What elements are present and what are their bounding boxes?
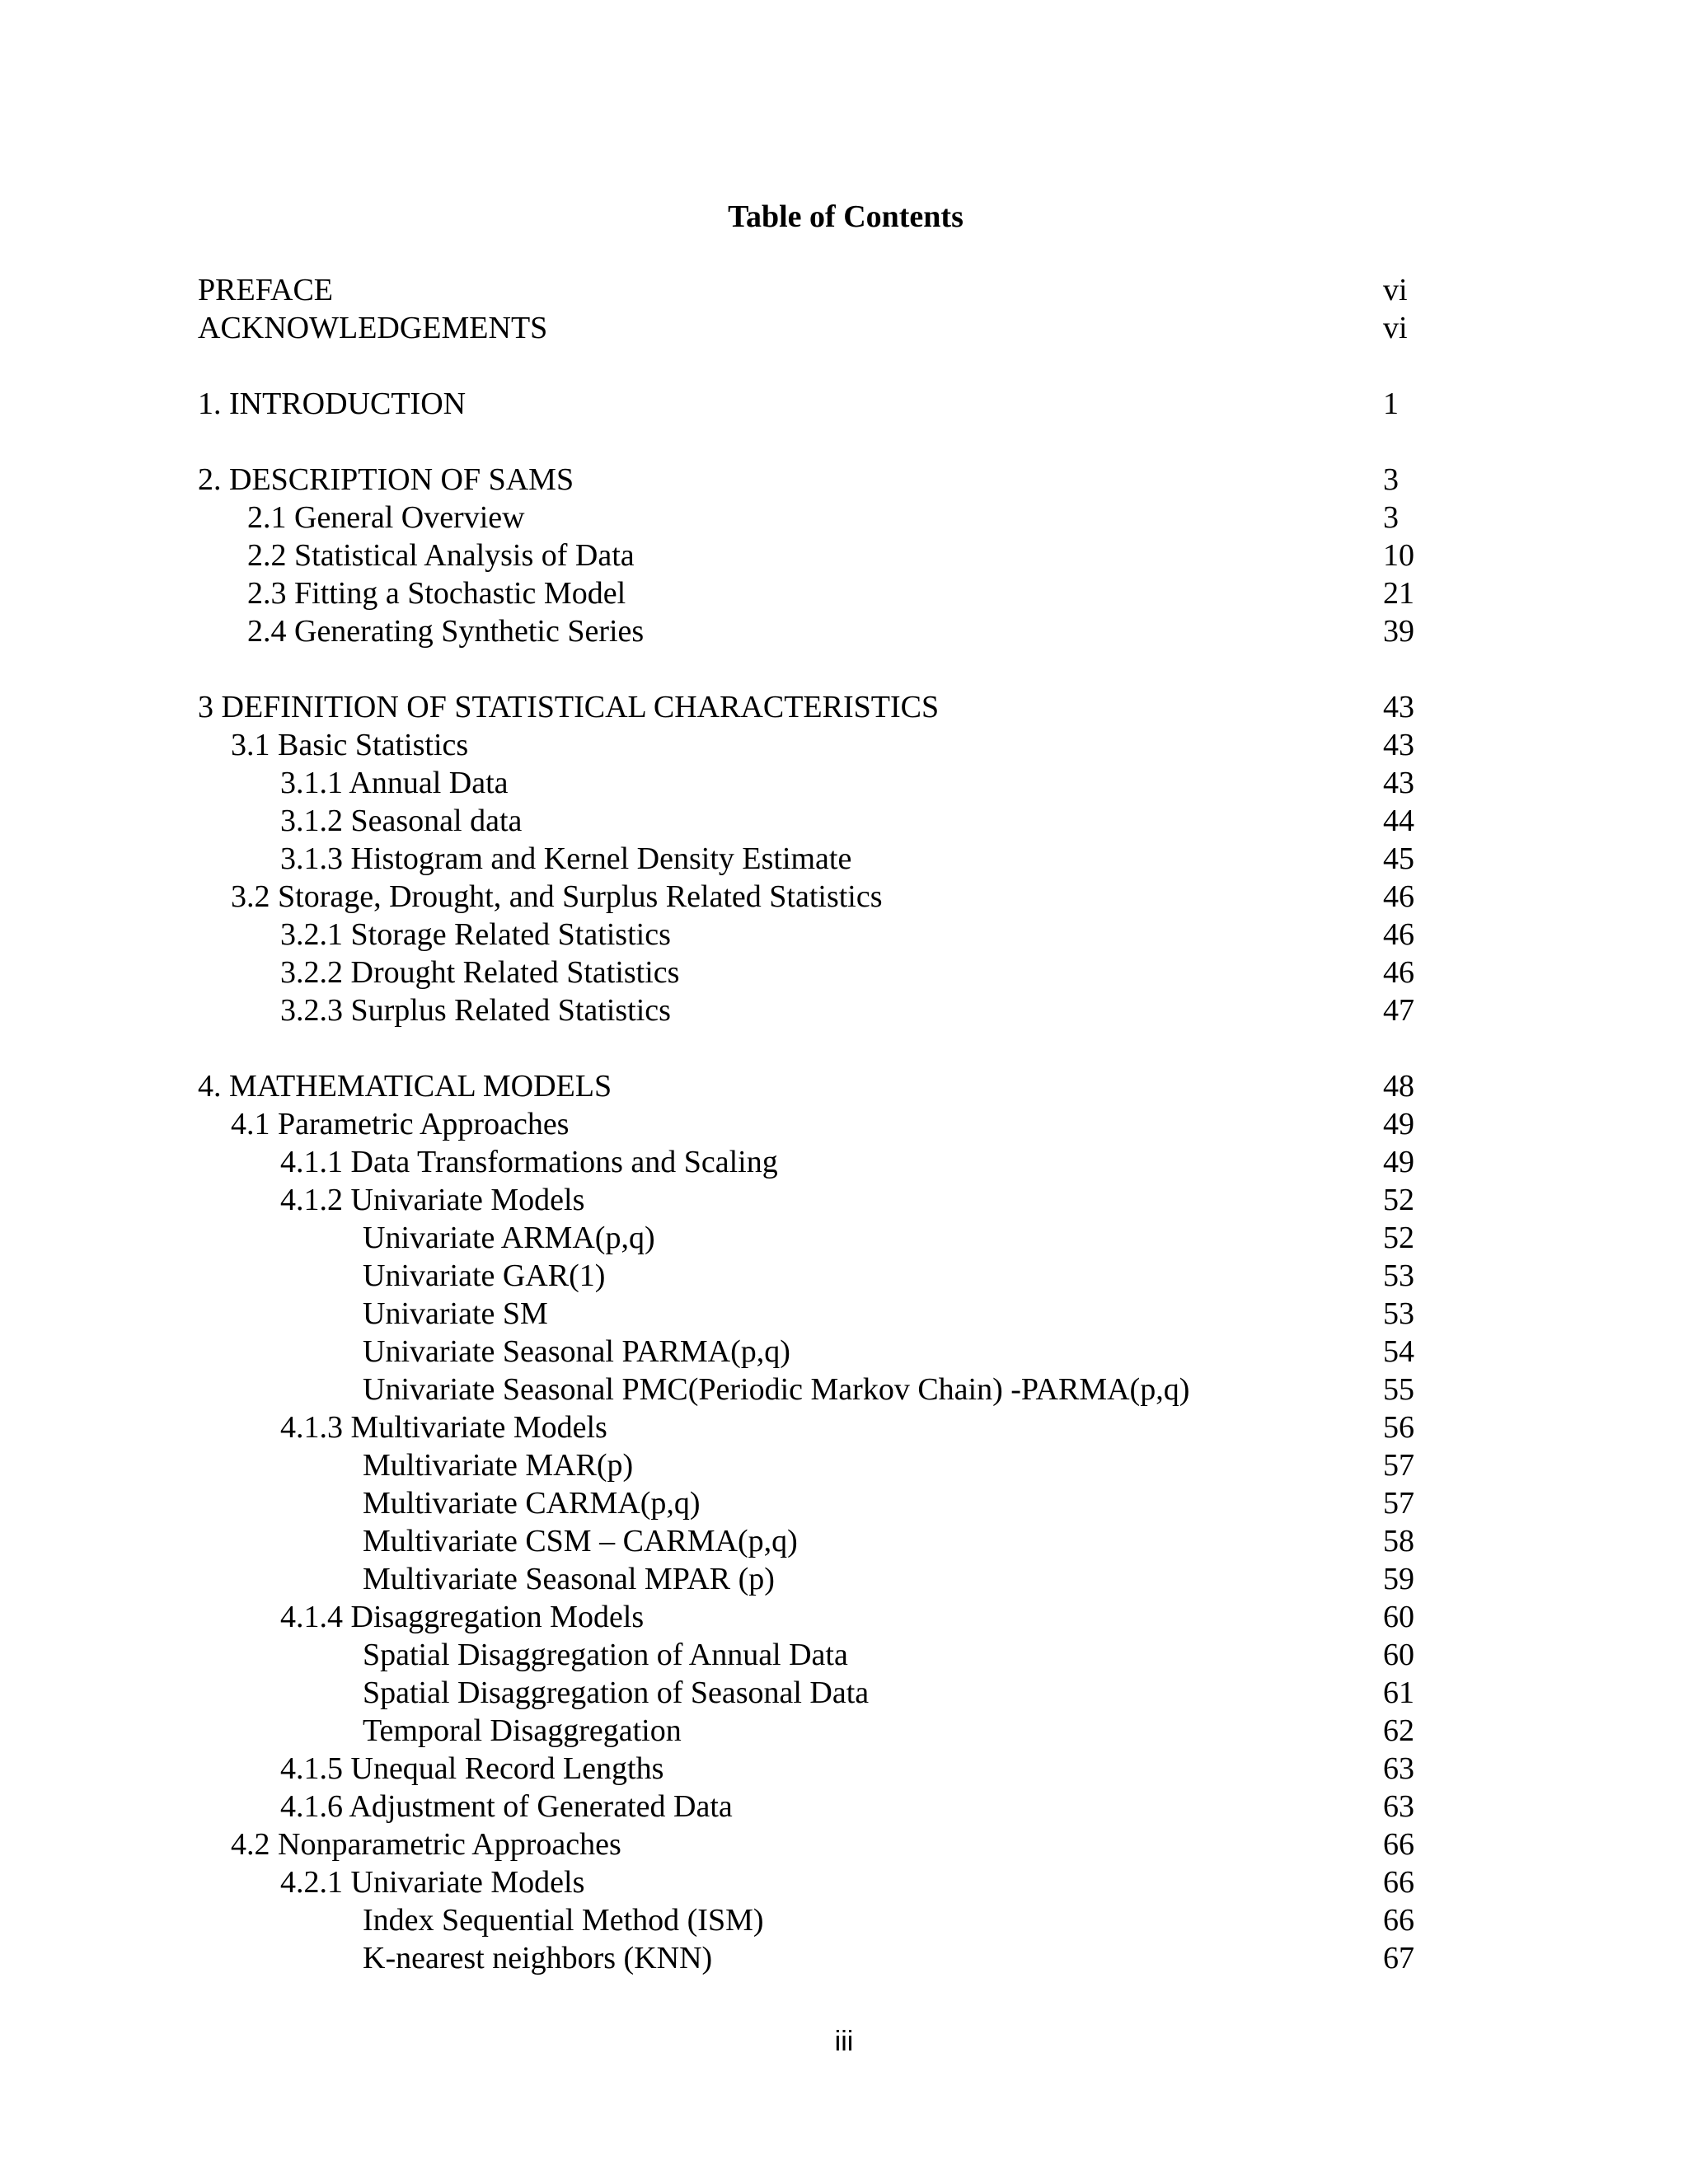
toc-entry-title: 1. INTRODUCTION bbox=[198, 387, 467, 421]
toc-entry-page-number: 45 bbox=[1383, 841, 1414, 876]
toc-entry-page-number: 58 bbox=[1383, 1524, 1414, 1558]
toc-entry-page-number: 43 bbox=[1383, 766, 1414, 800]
toc-entry bbox=[198, 1825, 1418, 1863]
toc-entry-page-number: 49 bbox=[1383, 1107, 1414, 1141]
toc-entry-title: 3 DEFINITION OF STATISTICAL CHARACTERISTICS bbox=[198, 690, 940, 724]
toc-entry-page-number: 49 bbox=[1383, 1145, 1414, 1179]
toc-entry-title: 3.2.2 Drought Related Statistics bbox=[280, 955, 680, 990]
toc-entry bbox=[198, 271, 1418, 309]
toc-entry bbox=[198, 840, 1418, 878]
toc-entry-page-number: 43 bbox=[1383, 728, 1414, 762]
toc-entry-page-number: 43 bbox=[1383, 690, 1414, 724]
toc-entry-title: Multivariate Seasonal MPAR (p) bbox=[363, 1562, 775, 1596]
toc-entry-title: 4.1.1 Data Transformations and Scaling bbox=[280, 1145, 778, 1179]
toc-entry-page-number: 10 bbox=[1383, 538, 1414, 573]
toc-entry-title: 4.2.1 Univariate Models bbox=[280, 1865, 585, 1900]
toc-entry bbox=[198, 1636, 1418, 1674]
toc-entry bbox=[198, 726, 1418, 764]
toc-entry bbox=[198, 1408, 1418, 1446]
toc-entry-page-number: 60 bbox=[1383, 1638, 1414, 1672]
toc-entry-page-number: 66 bbox=[1383, 1865, 1414, 1900]
toc-entry-page-number: 62 bbox=[1383, 1713, 1414, 1748]
toc-entry-title: Univariate SM bbox=[363, 1296, 548, 1331]
toc-entry bbox=[198, 916, 1418, 954]
toc-entry-title: 4.1.2 Univariate Models bbox=[280, 1183, 585, 1217]
toc-entry-page-number: 44 bbox=[1383, 804, 1414, 838]
toc-entry-page-number: 3 bbox=[1383, 500, 1399, 535]
toc-entry-title: PREFACE bbox=[198, 273, 334, 307]
toc-entry bbox=[198, 954, 1418, 991]
toc-entry-page-number: 52 bbox=[1383, 1221, 1414, 1255]
toc-entry-title: Univariate Seasonal PMC(Periodic Markov Chain) -PARMA(p,q) bbox=[363, 1372, 1190, 1407]
toc-entry bbox=[198, 461, 1418, 499]
toc-entry-page-number: 61 bbox=[1383, 1675, 1414, 1710]
toc-entry-page-number: 67 bbox=[1383, 1941, 1414, 1975]
page-number-footer: iii bbox=[834, 2026, 854, 2057]
toc-entry-title: 4.1.5 Unequal Record Lengths bbox=[280, 1751, 664, 1786]
toc-entry-title: ACKNOWLEDGEMENTS bbox=[198, 311, 548, 345]
toc-entry-title: 3.2.1 Storage Related Statistics bbox=[280, 917, 671, 952]
toc-entry-title: Univariate Seasonal PARMA(p,q) bbox=[363, 1334, 790, 1369]
toc-entry-page-number: 46 bbox=[1383, 955, 1414, 990]
toc-entry-page-number: vi bbox=[1383, 311, 1408, 345]
toc-entry bbox=[198, 1257, 1418, 1295]
toc-entry-title: Spatial Disaggregation of Annual Data bbox=[363, 1638, 848, 1672]
toc-entry-page-number: 56 bbox=[1383, 1410, 1414, 1445]
toc-entry bbox=[198, 991, 1418, 1029]
toc-entry-page-number: 63 bbox=[1383, 1789, 1414, 1824]
toc-entry-page-number: 1 bbox=[1383, 387, 1399, 421]
toc-entry bbox=[198, 1105, 1418, 1143]
toc-entry bbox=[198, 1522, 1418, 1560]
toc-entry bbox=[198, 1484, 1418, 1522]
toc-entry-page-number: 60 bbox=[1383, 1600, 1414, 1634]
toc-entry-page-number: 46 bbox=[1383, 879, 1414, 914]
toc-entry-title: 2.1 General Overview bbox=[247, 500, 525, 535]
toc-entry bbox=[198, 802, 1418, 840]
toc-entry-page-number: 53 bbox=[1383, 1258, 1414, 1293]
toc-entry-page-number: 57 bbox=[1383, 1448, 1414, 1483]
toc-entry-page-number: 59 bbox=[1383, 1562, 1414, 1596]
toc-entry bbox=[198, 1901, 1418, 1939]
toc-entry bbox=[198, 612, 1418, 650]
toc-entry-title: 4. MATHEMATICAL MODELS bbox=[198, 1069, 612, 1104]
toc-entry-title: Univariate GAR(1) bbox=[363, 1258, 606, 1293]
toc-entry-page-number: 21 bbox=[1383, 576, 1414, 611]
toc-entry-title: 3.2.3 Surplus Related Statistics bbox=[280, 993, 671, 1028]
page-title-text: Table of Contents bbox=[728, 199, 964, 234]
toc-entry bbox=[198, 1333, 1418, 1371]
toc-entry-title: 3.2 Storage, Drought, and Surplus Related Statistics bbox=[231, 879, 883, 914]
toc-entry-page-number: 66 bbox=[1383, 1903, 1414, 1938]
toc-entry bbox=[198, 1863, 1418, 1901]
toc-entry-title: 3.1.1 Annual Data bbox=[280, 766, 509, 800]
toc-entry-title: Multivariate MAR(p) bbox=[363, 1448, 634, 1483]
toc-entry-title: 4.1 Parametric Approaches bbox=[231, 1107, 570, 1141]
toc-entry-title: 4.2 Nonparametric Approaches bbox=[231, 1827, 621, 1862]
toc-entry-title: 2.3 Fitting a Stochastic Model bbox=[247, 576, 626, 611]
toc-entry-title: 4.1.6 Adjustment of Generated Data bbox=[280, 1789, 733, 1824]
toc-entry-page-number: 39 bbox=[1383, 614, 1414, 649]
toc-entry bbox=[198, 1712, 1418, 1750]
toc-entry-title: Index Sequential Method (ISM) bbox=[363, 1903, 764, 1938]
toc-entry bbox=[198, 688, 1418, 726]
toc-entry-page-number: 48 bbox=[1383, 1069, 1414, 1104]
toc-entry-title: Multivariate CARMA(p,q) bbox=[363, 1486, 701, 1521]
toc-entry bbox=[198, 878, 1418, 916]
toc-entry bbox=[198, 1067, 1418, 1105]
toc-entry bbox=[198, 1939, 1418, 1977]
toc-entry bbox=[198, 309, 1418, 347]
toc-entry-title: 3.1.2 Seasonal data bbox=[280, 804, 523, 838]
toc-entry-page-number: 46 bbox=[1383, 917, 1414, 952]
toc-entry bbox=[198, 1598, 1418, 1636]
toc-entry-page-number: 53 bbox=[1383, 1296, 1414, 1331]
toc-entry-page-number: vi bbox=[1383, 273, 1408, 307]
toc-entry bbox=[198, 1295, 1418, 1333]
toc-entry-title: Spatial Disaggregation of Seasonal Data bbox=[363, 1675, 870, 1710]
toc-entry-page-number: 52 bbox=[1383, 1183, 1414, 1217]
toc-entry bbox=[198, 385, 1418, 423]
toc-entry bbox=[198, 1143, 1418, 1181]
toc-entry bbox=[198, 1181, 1418, 1219]
toc-entry bbox=[198, 1371, 1418, 1408]
toc-entry bbox=[198, 1750, 1418, 1788]
toc-entry-title: Temporal Disaggregation bbox=[363, 1713, 682, 1748]
table-of-contents bbox=[198, 271, 1418, 1977]
toc-entry bbox=[198, 1560, 1418, 1598]
toc-entry-title: 4.1.3 Multivariate Models bbox=[280, 1410, 607, 1445]
toc-entry-title: Univariate ARMA(p,q) bbox=[363, 1221, 655, 1255]
toc-entry-page-number: 55 bbox=[1383, 1372, 1414, 1407]
toc-entry bbox=[198, 537, 1418, 574]
toc-entry-page-number: 57 bbox=[1383, 1486, 1414, 1521]
toc-entry bbox=[198, 764, 1418, 802]
toc-entry-page-number: 63 bbox=[1383, 1751, 1414, 1786]
toc-entry-title: Multivariate CSM – CARMA(p,q) bbox=[363, 1524, 798, 1558]
toc-entry bbox=[198, 574, 1418, 612]
toc-entry-title: 3.1 Basic Statistics bbox=[231, 728, 469, 762]
toc-entry-title: 2. DESCRIPTION OF SAMS bbox=[198, 462, 574, 497]
toc-entry-page-number: 54 bbox=[1383, 1334, 1414, 1369]
toc-entry-title: K-nearest neighbors (KNN) bbox=[363, 1941, 713, 1975]
toc-entry-page-number: 47 bbox=[1383, 993, 1414, 1028]
toc-entry-page-number: 66 bbox=[1383, 1827, 1414, 1862]
toc-entry-title: 2.4 Generating Synthetic Series bbox=[247, 614, 645, 649]
toc-entry-title: 4.1.4 Disaggregation Models bbox=[280, 1600, 645, 1634]
toc-entry-title: 2.2 Statistical Analysis of Data bbox=[247, 538, 635, 573]
toc-entry bbox=[198, 499, 1418, 537]
toc-entry bbox=[198, 1219, 1418, 1257]
toc-entry-title: 3.1.3 Histogram and Kernel Density Estimate bbox=[280, 841, 852, 876]
page-title bbox=[0, 196, 1688, 237]
toc-entry bbox=[198, 1446, 1418, 1484]
toc-entry-page-number: 3 bbox=[1383, 462, 1399, 497]
toc-entry bbox=[198, 1674, 1418, 1712]
toc-entry bbox=[198, 1788, 1418, 1825]
